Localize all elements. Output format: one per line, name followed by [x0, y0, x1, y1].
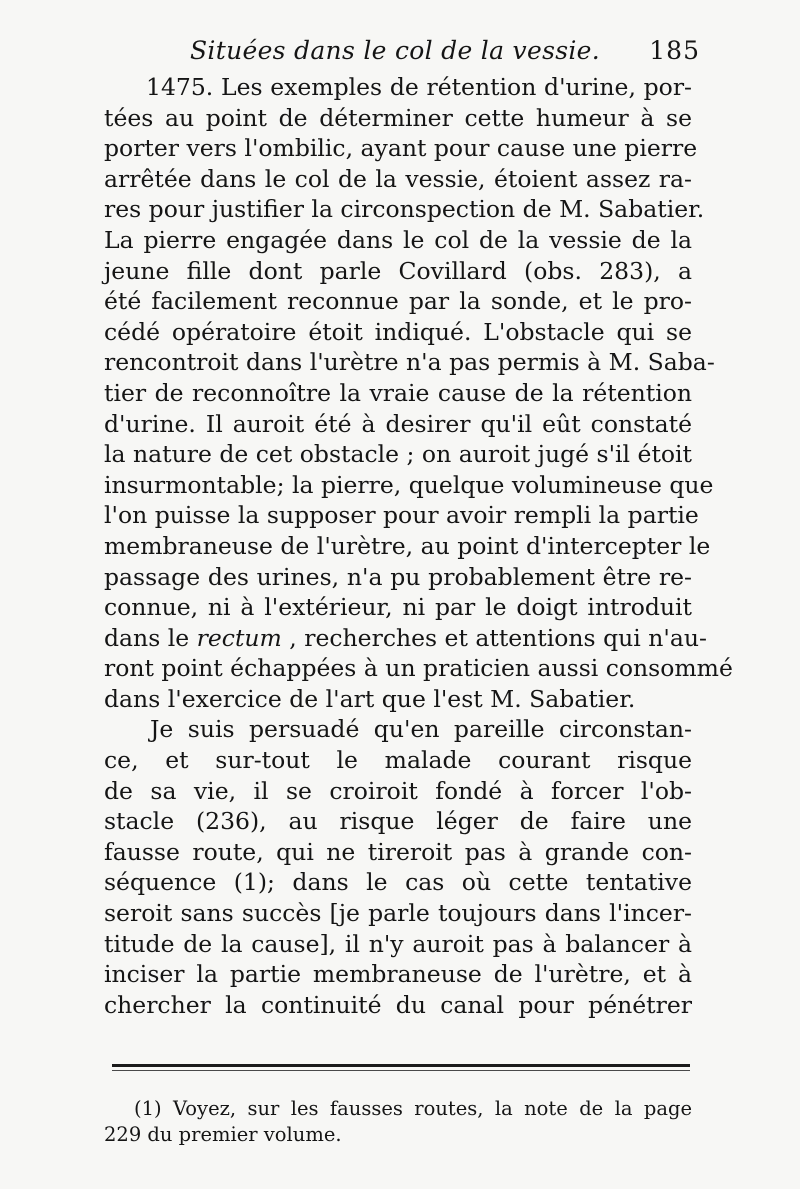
text-line-with-italic	[104, 623, 707, 654]
text-line: été facilement reconnue par la sonde, et le pro-	[104, 287, 692, 316]
running-head	[190, 36, 700, 70]
footnote-line: (1) Voyez, sur les fausses routes, la note de la page	[134, 1097, 692, 1120]
text-line: l'on puisse la supposer pour avoir rempli la partie	[104, 501, 699, 530]
text-line: ce, et sur-tout le malade courant risque	[104, 746, 692, 775]
text-line: d'urine. Il auroit été à desirer qu'il eût constaté	[104, 409, 692, 438]
text-line: res pour justifier la circonspection de M. Sabatier.	[104, 195, 705, 224]
text-line: Je suis persuadé qu'en pareille circonstan-	[150, 715, 692, 744]
text-line: stacle (236), au risque léger de faire une	[104, 807, 692, 836]
text-line: inciser la partie membraneuse de l'urètre, et à	[104, 960, 692, 989]
text-fragment: , recherches et attentions qui n'au-	[289, 623, 707, 652]
text-line: jeune fille dont parle Covillard (obs. 283), a	[104, 256, 692, 285]
text-line: La pierre engagée dans le col de la vessie de la	[104, 225, 692, 254]
text-line: 1475. Les exemples de rétention d'urine, por-	[146, 73, 692, 101]
text-line: titude de la cause], il n'y auroit pas à balancer à	[104, 929, 692, 958]
text-line: arrêtée dans le col de la vessie, étoient assez ra-	[104, 164, 692, 193]
text-line: insurmontable; la pierre, quelque volumineuse que	[104, 470, 714, 499]
text-line: tées au point de déterminer cette humeur à se	[104, 103, 692, 132]
running-title: Situées dans le col de la vessie.	[190, 36, 600, 65]
text-fragment: dans le	[104, 623, 190, 652]
text-line: seroit sans succès [je parle toujours dans l'incer-	[104, 899, 692, 928]
text-line: la nature de cet obstacle ; on auroit jugé s'il étoit	[104, 440, 692, 469]
text-line: chercher la continuité du canal pour pénétrer	[104, 990, 692, 1019]
text-line: séquence (1); dans le cas où cette tentative	[104, 868, 692, 897]
footnote-line: 229 du premier volume.	[104, 1123, 342, 1146]
text-line: passage des urines, n'a pu probablement être re-	[104, 562, 692, 591]
text-line: cédé opératoire étoit indiqué. L'obstacle qui se	[104, 317, 692, 346]
text-line: fausse route, qui ne tireroit pas à grande con-	[104, 837, 692, 866]
text-line: dans l'exercice de l'art que l'est M. Sabatier.	[104, 684, 636, 713]
footnote	[104, 1096, 692, 1148]
text-line: tier de reconnoître la vraie cause de la rétention	[104, 378, 692, 407]
text-line: porter vers l'ombilic, ayant pour cause une pierre	[104, 134, 698, 163]
italic-term: rectum	[196, 623, 282, 652]
text-line: connue, ni à l'extérieur, ni par le doigt introduit	[104, 593, 692, 622]
footnote-rule	[112, 1064, 690, 1067]
text-line: membraneuse de l'urètre, au point d'intercepter le	[104, 531, 711, 560]
body-text	[104, 72, 733, 1020]
footnote-rule-thin	[112, 1070, 690, 1071]
text-line: ront point échappées à un praticien aussi consommé	[104, 654, 733, 683]
page-number: 185	[649, 36, 700, 65]
text-line: rencontroit dans l'urètre n'a pas permis à M. Saba-	[104, 348, 715, 377]
text-line: de sa vie, il se croiroit fondé à forcer l'ob-	[104, 776, 692, 805]
